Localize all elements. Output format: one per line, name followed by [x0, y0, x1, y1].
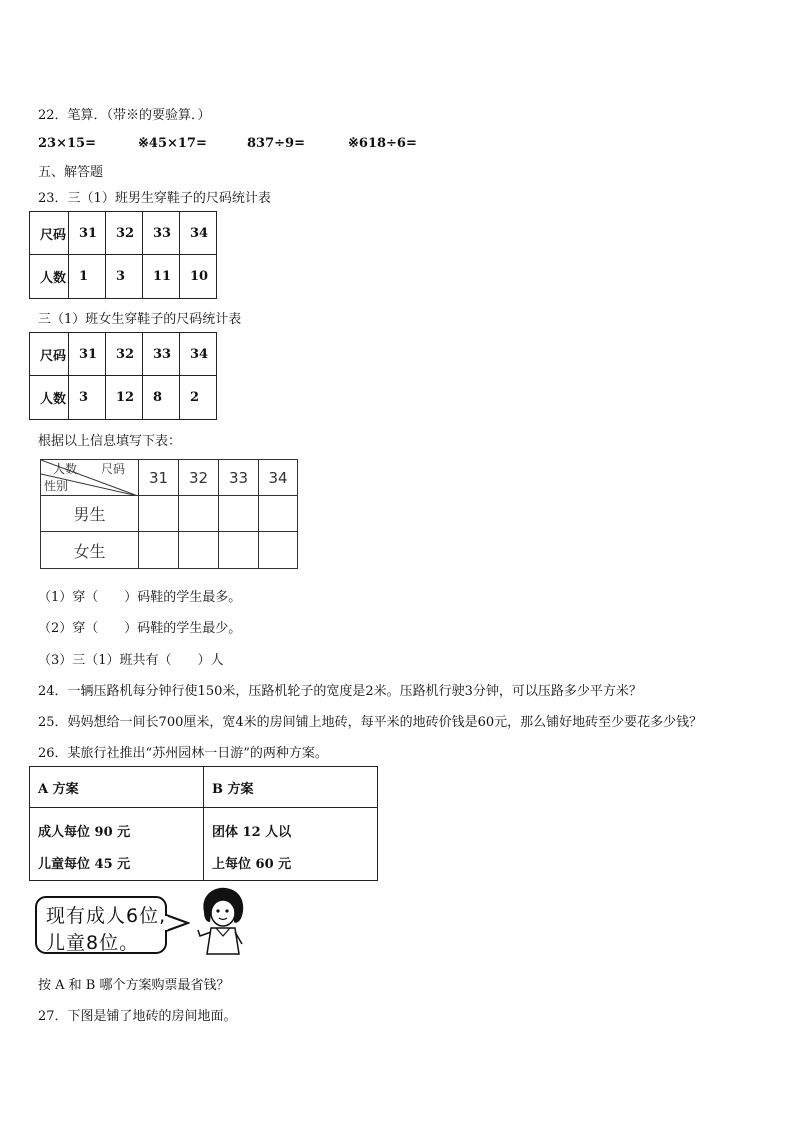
bubble-line-1: 现有成人6位, [46, 905, 167, 927]
table-cell: 1 [69, 255, 106, 299]
blank-cell[interactable] [259, 532, 298, 569]
header-cell: 34 [259, 460, 298, 496]
table-cell: 3 [69, 376, 106, 420]
blank-cell[interactable] [219, 532, 259, 569]
blank-cell[interactable] [179, 496, 219, 532]
table-cell: 尺码 [30, 333, 69, 376]
plan-a-body [30, 808, 204, 881]
boys-size-table [29, 211, 217, 299]
q22-title: 22．笔算．（带※的要验算．） [38, 108, 211, 123]
girls-size-table [29, 332, 217, 420]
table-cell: 人数 [30, 255, 69, 299]
table-cell: 31 [69, 333, 106, 376]
table-cell: 33 [143, 212, 180, 255]
q22-expr-1: 23×15= [38, 136, 96, 151]
row-label-girls: 女生 [41, 532, 139, 569]
header-cell: 31 [139, 460, 179, 496]
blank-cell[interactable] [179, 532, 219, 569]
header-cell: 33 [219, 460, 259, 496]
plan-a-line1: 成人每位 90 元 [38, 825, 131, 840]
table-cell: 33 [143, 333, 180, 376]
corner-label-size: 尺码 [101, 462, 126, 476]
girls-table-title: 三（1）班女生穿鞋子的尺码统计表 [38, 312, 242, 327]
corner-label-count: 人数 [53, 462, 78, 476]
q23-sub2: （2）穿（ ）码鞋的学生最少。 [38, 621, 242, 636]
table-cell: 10 [180, 255, 217, 299]
plan-b-body [204, 808, 378, 881]
table-cell: 34 [180, 212, 217, 255]
fill-in-table [40, 459, 298, 569]
q26-question: 按 A 和 B 哪个方案购票最省钱？ [38, 978, 230, 993]
corner-label-gender: 性别 [44, 479, 69, 493]
blank-cell[interactable] [139, 532, 179, 569]
table-cell: 尺码 [30, 212, 69, 255]
q27-text: 27．下图是铺了地砖的房间地面。 [38, 1009, 237, 1024]
q22-expr-2: ※45×17= [138, 136, 207, 151]
table-cell: 人数 [30, 376, 69, 420]
table-cell: 8 [143, 376, 180, 420]
q25-text: 25．妈妈想给一间长700厘米，宽4米的房间铺上地砖，每平米的地砖价钱是60元，那么铺好地砖至少要花多少钱？ [38, 715, 703, 730]
blank-cell[interactable] [259, 496, 298, 532]
plan-b-line2: 上每位 60 元 [212, 857, 292, 872]
q22-expr-4: ※618÷6= [348, 136, 417, 151]
q26-title: 26．某旅行社推出“苏州园林一日游”的两种方案。 [38, 746, 328, 761]
table-cell: 31 [69, 212, 106, 255]
fill-table-title: 根据以上信息填写下表： [38, 434, 182, 449]
plan-a-header: A 方案 [30, 767, 204, 808]
row-label-boys: 男生 [41, 496, 139, 532]
girl-illustration [194, 884, 252, 956]
header-cell: 32 [179, 460, 219, 496]
table-cell: 32 [106, 212, 143, 255]
blank-cell[interactable] [219, 496, 259, 532]
plan-b-header: B 方案 [204, 767, 378, 808]
q23-title: 23．三（1）班男生穿鞋子的尺码统计表 [38, 191, 271, 206]
q22-expr-3: 837÷9= [247, 136, 305, 151]
blank-cell[interactable] [139, 496, 179, 532]
table-cell: 11 [143, 255, 180, 299]
section-5-heading: 五、解答题 [38, 165, 104, 180]
table-cell: 34 [180, 333, 217, 376]
table-cell: 32 [106, 333, 143, 376]
table-cell: 2 [180, 376, 217, 420]
q23-sub3: （3）三（1）班共有（ ）人 [38, 653, 224, 668]
table-cell: 3 [106, 255, 143, 299]
plan-b-line1: 团体 12 人以 [212, 825, 292, 840]
diagonal-header-cell [41, 460, 139, 496]
table-cell: 12 [106, 376, 143, 420]
plan-a-line2: 儿童每位 45 元 [38, 857, 131, 872]
plan-table [29, 766, 378, 881]
q24-text: 24．一辆压路机每分钟行使150米，压路机轮子的宽度是2米。压路机行驶3分钟，可以压路多少平方米？ [38, 684, 642, 699]
bubble-line-2: 儿童8位。 [46, 932, 140, 954]
q23-sub1: （1）穿（ ）码鞋的学生最多。 [38, 590, 242, 605]
